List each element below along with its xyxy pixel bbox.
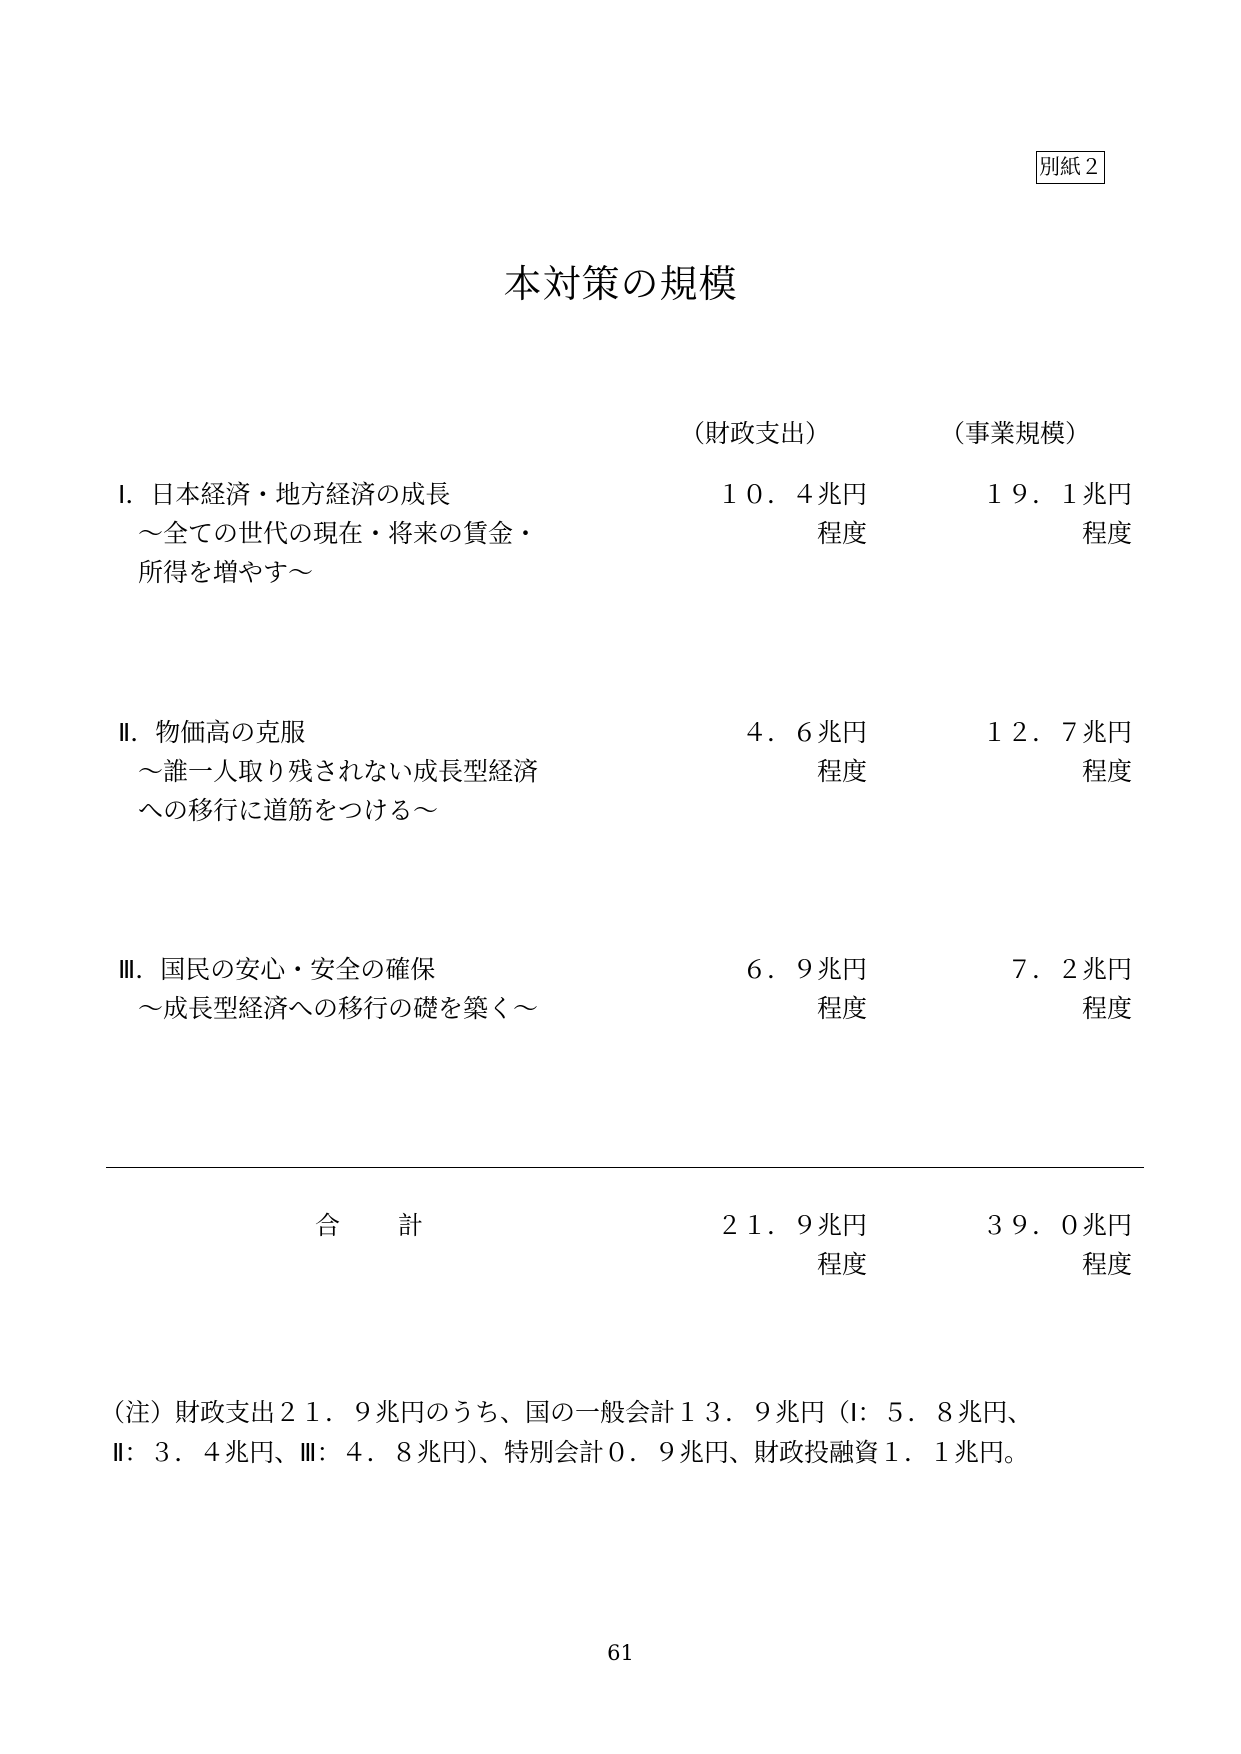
total-divider: [106, 1167, 1144, 1168]
amount-value: ６．９兆円: [741, 955, 867, 984]
item-subtitle: ～全ての世代の現在・将来の賃金・: [138, 519, 539, 548]
amount-qualifier: 程度: [1081, 1250, 1132, 1279]
item-heading: Ⅰ．日本経済・地方経済の成長: [118, 480, 451, 509]
item-1-fiscal-amount: [717, 475, 867, 553]
amount-qualifier: 程度: [1081, 519, 1132, 548]
total-label: [315, 1206, 423, 1245]
amount-value: ３９．０兆円: [981, 1211, 1132, 1240]
item-title-2: [118, 713, 538, 830]
item-3-project-amount: [1007, 950, 1132, 1028]
page-number: 61: [607, 1641, 634, 1665]
amount-value: ４．６兆円: [741, 718, 867, 747]
column-header-fiscal-spending: （財政支出）: [680, 419, 831, 448]
amount-value: ７．２兆円: [1006, 955, 1132, 984]
amount-value: １２．７兆円: [981, 718, 1132, 747]
total-project-amount: [982, 1206, 1132, 1284]
amount-qualifier: 程度: [1081, 994, 1132, 1023]
item-subtitle: ～誰一人取り残されない成長型経済: [138, 757, 539, 786]
column-header-project-scale: （事業規模）: [940, 419, 1091, 448]
amount-value: １０．４兆円: [716, 480, 867, 509]
footnote: [100, 1393, 1150, 1473]
item-subtitle: ～成長型経済への移行の礎を築く～: [138, 994, 539, 1023]
item-subtitle: 所得を増やす～: [138, 558, 314, 587]
annex-label: 別紙２: [1036, 151, 1105, 184]
item-title-1: [118, 475, 538, 592]
item-heading: Ⅲ．国民の安心・安全の確保: [118, 955, 436, 984]
item-2-project-amount: [982, 713, 1132, 791]
total-fiscal-amount: [717, 1206, 867, 1284]
item-subtitle: への移行に道筋をつける～: [138, 796, 439, 825]
amount-value: ２１．９兆円: [716, 1211, 867, 1240]
amount-value: １９．１兆円: [981, 480, 1132, 509]
amount-qualifier: 程度: [816, 1250, 867, 1279]
amount-qualifier: 程度: [816, 519, 867, 548]
item-heading: Ⅱ．物価高の克服: [118, 718, 306, 747]
item-2-fiscal-amount: [742, 713, 867, 791]
total-label-part: 計: [398, 1211, 424, 1240]
item-3-fiscal-amount: [742, 950, 867, 1028]
item-1-project-amount: [982, 475, 1132, 553]
amount-qualifier: 程度: [816, 757, 867, 786]
footnote-line: （注）財政支出２１．９兆円のうち、国の一般会計１３．９兆円（Ⅰ：５．８兆円、: [100, 1398, 1033, 1427]
total-label-part: 合: [315, 1211, 341, 1240]
page-title: 本対策の規模: [503, 262, 738, 306]
amount-qualifier: 程度: [816, 994, 867, 1023]
footnote-line: Ⅱ：３．４兆円、Ⅲ：４．８兆円）、特別会計０．９兆円、財政投融資１．１兆円。: [112, 1438, 1030, 1467]
item-title-3: [118, 950, 538, 1028]
amount-qualifier: 程度: [1081, 757, 1132, 786]
